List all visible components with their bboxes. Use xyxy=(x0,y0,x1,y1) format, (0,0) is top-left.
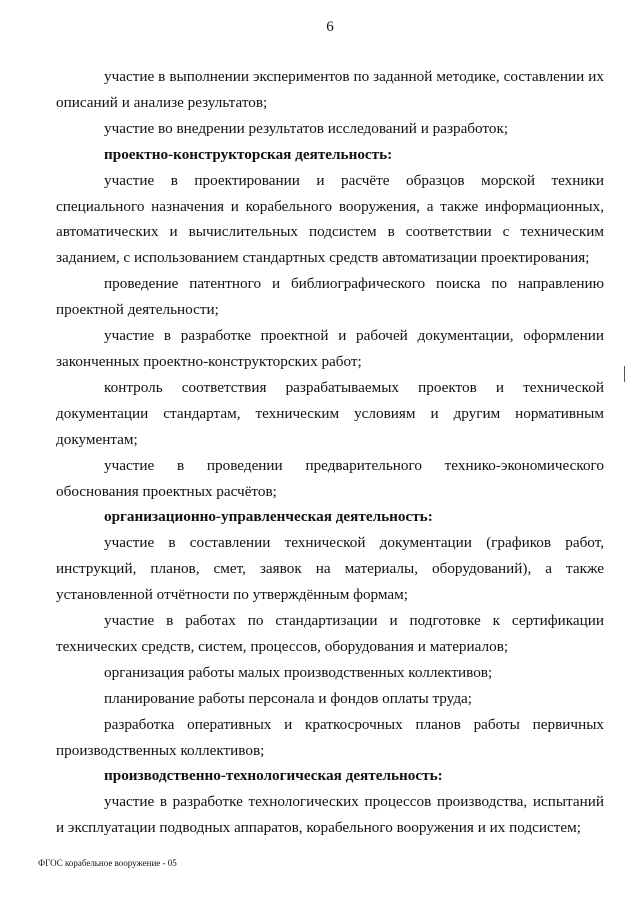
document-body xyxy=(56,64,604,841)
paragraph-standardization: участие в работах по стандартизации и подготовке к сертификации технических средств, систем, процессов, оборудования и материалов; xyxy=(56,612,604,655)
paragraph-design-calculation: участие в проектировании и расчёте образцов морской техники специального назначения и корабельного вооружения, а также информационных, автоматических и вычислительных подсистем в соответствии с техническим заданием, с использованием стандартных средств автоматизации проектирования; xyxy=(56,171,604,267)
page-footer: ФГОС корабельное вооружение - 05 xyxy=(38,858,177,868)
page-number: 6 xyxy=(326,19,334,35)
heading-design-activity: проектно-конструкторская деятельность: xyxy=(104,145,393,163)
paragraph-documentation: участие в разработке проектной и рабочей документации, оформлении законченных проектно-конструкторских работ; xyxy=(56,327,604,370)
heading-management-activity: организационно-управленческая деятельность: xyxy=(104,508,433,526)
paragraph-technical-docs: участие в составлении технической документации (графиков работ, инструкций, планов, смет, заявок на материалы, оборудований), а также установленной отчётности по утверждённым формам; xyxy=(56,534,604,604)
paragraph-team-organization: организация работы малых производственных коллективов; xyxy=(104,663,493,681)
paragraph-patent-search: проведение патентного и библиографического поиска по направлению проектной деятельности; xyxy=(56,275,604,319)
paragraph-compliance-control: контроль соответствия разрабатываемых проектов и технической документации стандартам, техническим условиям и другим нормативным документам; xyxy=(56,378,604,448)
paragraph-tech-processes: участие в разработке технологических процессов производства, испытаний и эксплуатации подводных аппаратов, корабельного вооружения и их подсистем; xyxy=(56,793,604,837)
paragraph-implementation: участие во внедрении результатов исследований и разработок; xyxy=(104,119,509,137)
paragraph-operational-plans: разработка оперативных и краткосрочных планов работы первичных производственных коллективов; xyxy=(56,715,604,759)
heading-production-activity: производственно-технологическая деятельность: xyxy=(104,767,443,785)
paragraph-feasibility: участие в проведении предварительного технико-экономического обоснования проектных расчётов; xyxy=(56,456,604,500)
scan-mark xyxy=(624,366,625,382)
paragraph-experiments: участие в выполнении экспериментов по заданной методике, составлении их описаний и анализе результатов; xyxy=(56,68,604,111)
paragraph-planning: планирование работы персонала и фондов оплаты труда; xyxy=(104,689,473,707)
